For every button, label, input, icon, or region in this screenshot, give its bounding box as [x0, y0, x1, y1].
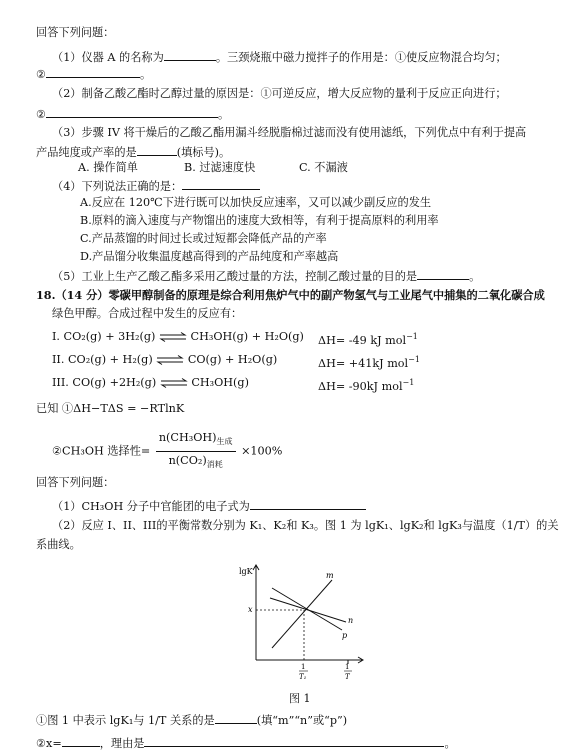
y-axis-label: lgK	[239, 567, 253, 576]
selectivity-denominator	[156, 452, 236, 473]
selectivity-fraction	[156, 430, 236, 473]
q3-option-c-text: C. 不漏液	[299, 161, 348, 174]
q4-option-b	[80, 214, 439, 228]
q18-sub-2-blank-reason[interactable]	[144, 735, 444, 747]
equilibrium-arrow-icon	[159, 332, 187, 342]
curve-m-label: m	[326, 571, 334, 580]
tick1-denominator: T₁	[299, 673, 307, 681]
q18-part-2	[52, 519, 559, 533]
q1-circle-2: ②	[36, 68, 47, 81]
reaction-3-dh-exp: −1	[402, 378, 415, 387]
figure-caption: 图 1	[289, 692, 311, 705]
question-4	[52, 178, 260, 194]
q3-option-a	[78, 161, 138, 175]
selectivity-num-sub: 生成	[216, 437, 233, 446]
q1-blank-a[interactable]	[164, 49, 216, 61]
reaction-2-dh	[318, 353, 420, 371]
q1-text-b: 。三颈烧瓶中磁力搅拌子的作用是：①使反应物混合均匀；	[215, 51, 507, 64]
q18-sub-2-text: ②x=	[36, 737, 62, 750]
curve-m	[272, 580, 332, 648]
q3-text-b: 产品纯度或产率的是	[36, 146, 137, 159]
q4-text: （4）下列说法正确的是：	[52, 180, 183, 193]
curve-p	[272, 588, 342, 630]
reaction-3-dh	[318, 376, 414, 394]
tick1-numerator: 1	[301, 663, 306, 671]
question-2-cont	[36, 106, 229, 122]
q4-option-d-text: D.产品馏分收集温度越高得到的产品纯度和产率越高	[80, 250, 339, 263]
reaction-2-dh-exp: −1	[408, 355, 420, 364]
reaction-1	[52, 330, 304, 344]
reaction-1-right: CH₃OH(g) + H₂O(g)	[190, 330, 304, 343]
q1-end: 。	[140, 68, 152, 81]
reaction-1-dh-value: ΔH= -49 kJ mol	[318, 334, 407, 347]
q3-hint: (填标号)。	[176, 146, 231, 159]
q3-blank[interactable]	[137, 144, 177, 156]
reaction-3-left: CO(g) +2H₂(g)	[72, 376, 157, 389]
selectivity-percent: ×100%	[241, 444, 283, 458]
figure-1-chart	[238, 560, 366, 682]
q5-blank[interactable]	[417, 268, 469, 280]
reaction-3-label: III.	[52, 376, 69, 389]
question-1-cont	[36, 66, 151, 82]
answer-prompt-2-text: 回答下列问题：	[36, 476, 115, 489]
reaction-2-right: CO(g) + H₂O(g)	[187, 353, 278, 366]
q1-blank-b[interactable]	[46, 66, 140, 78]
known-condition	[36, 402, 184, 416]
q2-end: 。	[218, 108, 230, 121]
q3-option-b	[184, 161, 255, 175]
q18-sub-2	[36, 735, 456, 751]
q4-option-b-text: B.原料的滴入速度与产物馏出的速度大致相等，有利于提高原料的利用率	[80, 214, 439, 227]
reaction-1-left: CO₂(g) + 3H₂(g)	[63, 330, 156, 343]
q18-sub-2-reason: ，理由是	[99, 737, 145, 750]
q4-option-a	[80, 196, 431, 210]
q4-option-c	[80, 232, 327, 246]
selectivity-num-text: n(CH₃OH)	[158, 431, 217, 444]
q3-text: （3）步骤 IV 将干燥后的乙酸乙酯用漏斗经脱脂棉过滤而没有使用滤纸，下列优点中有利于提高	[52, 126, 527, 139]
q3-option-b-text: B. 过滤速度快	[184, 161, 256, 174]
question-18-cont	[52, 307, 242, 321]
equilibrium-arrow-icon	[160, 378, 188, 388]
q18-text-a: 18.（14 分）零碳甲醇制备的原理是综合利用焦炉气中的副产物氢气与工业尾气中捕集的二氧化碳合成	[36, 288, 545, 302]
q2-blank[interactable]	[46, 106, 218, 118]
selectivity-formula	[52, 430, 282, 473]
question-2	[52, 87, 507, 101]
selectivity-numerator	[156, 430, 236, 452]
equilibrium-arrow-icon	[156, 355, 184, 365]
q18-part-1	[52, 498, 366, 514]
q4-option-c-text: C.产品蒸馏的时间过长或过短都会降低产品的产率	[80, 232, 327, 245]
q18-part-1-blank[interactable]	[250, 498, 366, 510]
q18-sub-1-text: ①图 1 中表示 lgK₁与 1/T 关系的是	[36, 714, 215, 727]
q18-sub-1-blank[interactable]	[215, 712, 257, 724]
q2-text: （2）制备乙酸乙酯时乙醇过量的原因是：①可逆反应，增大反应物的量利于反应正向进行；	[52, 87, 507, 100]
reaction-3-right: CH₃OH(g)	[191, 376, 249, 389]
answer-prompt-2	[36, 476, 114, 490]
q18-text-b: 绿色甲醇。合成过程中发生的反应有：	[52, 307, 243, 320]
tick2-denominator: T	[345, 673, 350, 681]
tick2-numerator: 1	[345, 663, 350, 671]
q18-sub-2-blank-x[interactable]	[62, 735, 100, 747]
reaction-2-left: CO₂(g) + H₂(g)	[67, 353, 153, 366]
x-intercept-label: x	[248, 605, 253, 614]
q5-text: （5）工业上生产乙酸乙酯多采用乙酸过量的方法，控制乙酸过量的目的是	[52, 270, 418, 283]
q18-part-2-text-b: 系曲线。	[36, 538, 81, 551]
q3-option-a-text: A. 操作简单	[78, 161, 138, 174]
q18-part-2-text: （2）反应 I、II、III的平衡常数分别为 K₁、K₂和 K₃。图 1 为 lgK₁、lgK₂和 lgK₃与温度（1/T）的关	[52, 519, 559, 532]
q5-end: 。	[469, 270, 481, 283]
question-3	[52, 126, 526, 140]
question-3-cont	[36, 144, 230, 160]
reaction-3	[52, 376, 249, 390]
q18-sub-1-hint: (填“m”“n”或“p”)	[256, 714, 348, 727]
q3-option-c	[299, 161, 348, 175]
known-condition-text: 已知 ①ΔH−TΔS = −RTlnK	[36, 402, 185, 415]
reaction-2	[52, 353, 277, 367]
q1-text-a: （1）仪器 A 的名称为	[52, 51, 164, 64]
selectivity-den-text: n(CO₂)	[168, 454, 207, 467]
reaction-1-label: I.	[52, 330, 60, 343]
q4-option-d	[80, 250, 338, 264]
selectivity-label: ②CH₃OH 选择性=	[52, 444, 151, 458]
reaction-2-label: II.	[52, 353, 65, 366]
question-18-title	[36, 288, 545, 302]
question-1	[52, 49, 507, 65]
q18-sub-1	[36, 712, 347, 728]
answer-prompt	[36, 26, 114, 40]
q18-part-1-text: （1）CH₃OH 分子中官能团的电子式为	[52, 500, 250, 513]
q2-circle-2: ②	[36, 108, 47, 121]
q4-blank[interactable]	[182, 178, 260, 190]
answer-prompt-text: 回答下列问题：	[36, 26, 115, 39]
reaction-2-dh-value: ΔH= +41kJ mol	[318, 357, 409, 370]
selectivity-den-sub: 消耗	[206, 460, 223, 469]
reaction-1-dh	[318, 330, 418, 348]
curve-n-label: n	[348, 616, 354, 625]
curve-p-label: p	[342, 631, 348, 640]
reaction-3-dh-value: ΔH= -90kJ mol	[318, 380, 403, 393]
q4-option-a-text: A.反应在 120℃下进行既可以加快反应速率，又可以减少副反应的发生	[80, 196, 432, 209]
q18-part-2-cont	[36, 538, 81, 552]
q18-sub-2-end: 。	[444, 737, 456, 750]
reaction-1-dh-exp: −1	[406, 332, 418, 341]
question-5	[52, 268, 480, 284]
